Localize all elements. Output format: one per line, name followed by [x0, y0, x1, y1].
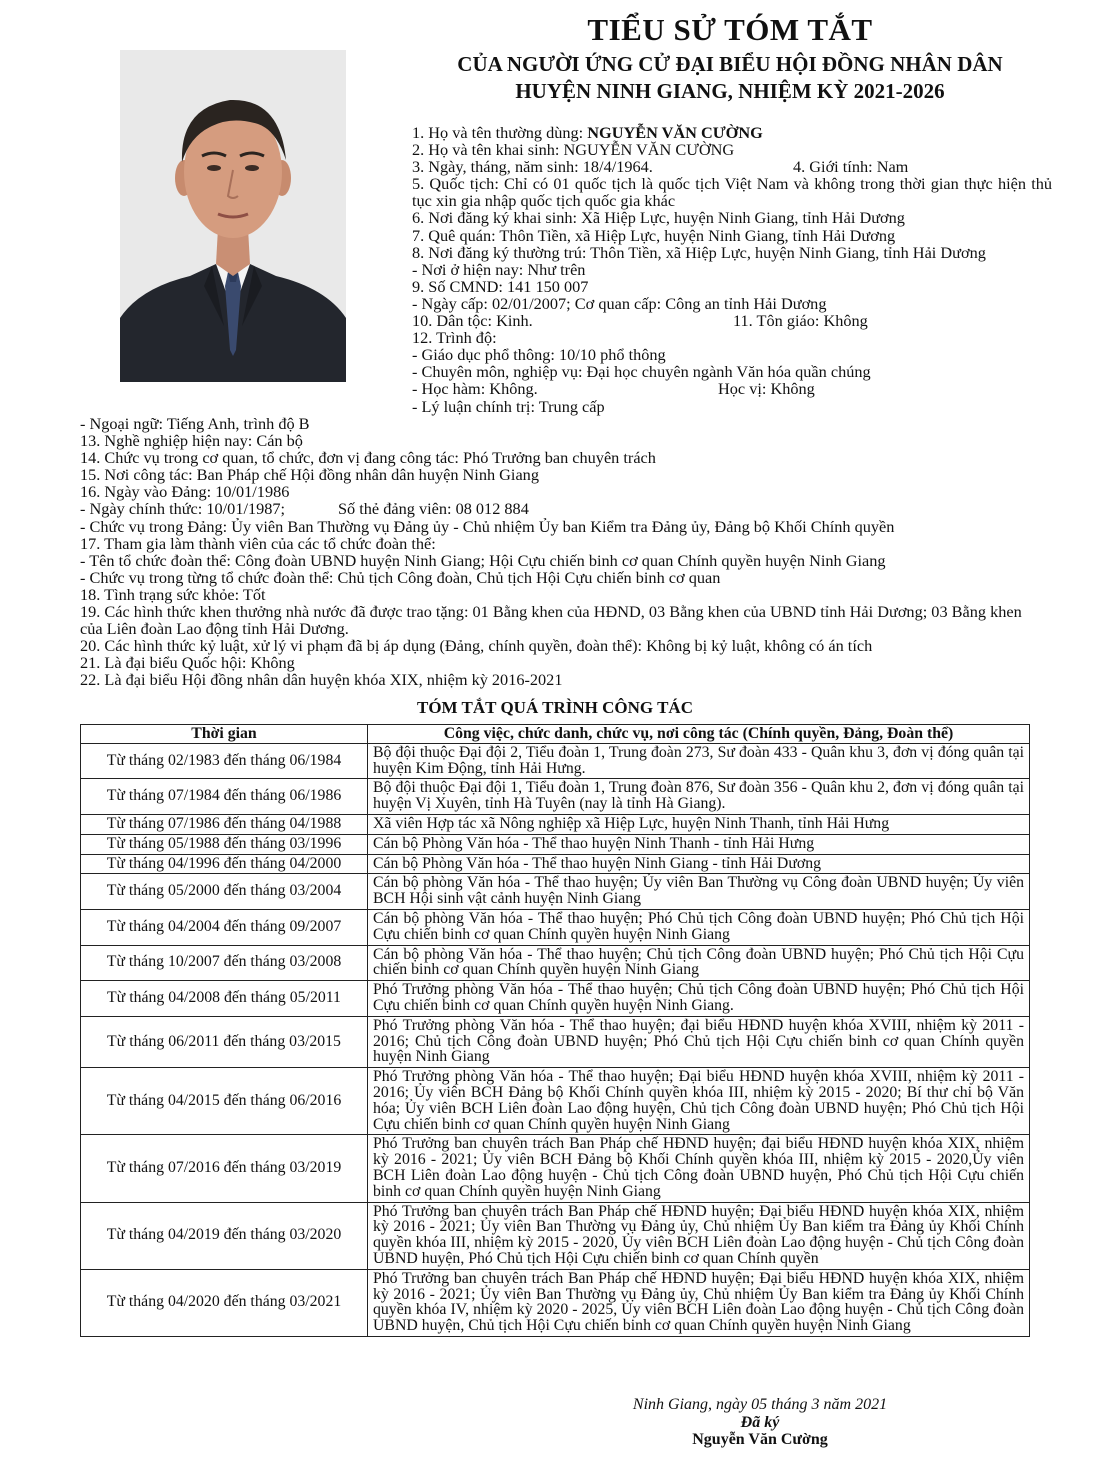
- personal-info-block-2: [80, 415, 1080, 689]
- info-line-17a: - Tên tổ chức đoàn thể: Công đoàn UBND huyện Ninh Giang; Hội Cựu chiến binh cơ quan Chính quyền huyện Ninh Giang: [80, 550, 886, 570]
- work-history-rows: [81, 743, 1030, 1336]
- portrait-photo: [120, 50, 346, 382]
- info-label-name: 1. Họ và tên thường dùng:: [412, 123, 584, 142]
- info-line-19: 19. Các hình thức khen thưởng nhà nước đã được trao tặng: 01 Bằng khen của HĐND, 03 Bằng khen của UBND tỉnh Hải Dương; 03 Bằng khen của Liên đoàn Lao động tỉnh Hải Dương.: [80, 602, 1022, 639]
- info-line-5: 5. Quốc tịch: Chỉ có 01 quốc tịch là quốc tịch Việt Nam và không trong thời gian thực hiện thủ tục xin gia nhập quốc tịch quốc gia khác: [412, 174, 1052, 211]
- column-header-time: Thời gian: [81, 725, 368, 744]
- info-line-16b: [80, 500, 1080, 517]
- work-period: Từ tháng 06/2011 đến tháng 03/2015: [81, 1016, 368, 1067]
- work-history-table: [80, 724, 1030, 1337]
- table-row: [81, 814, 1030, 834]
- info-line-21: 21. Là đại biểu Quốc hội: Không: [80, 653, 295, 673]
- info-value-name: NGUYỄN VĂN CƯỜNG: [587, 123, 763, 142]
- table-row: [81, 1135, 1030, 1202]
- work-period: Từ tháng 07/1984 đến tháng 06/1986: [81, 779, 368, 815]
- work-description: Phó Trưởng phòng Văn hóa - Thể thao huyện; Đại biểu HĐND huyện khóa XVIII, nhiệm kỳ 2011 - 2016; Ủy viên BCH Đảng bộ Khối Chính quyền khóa III, nhiệm kỳ 2015 - 2020; Bí thư chi bộ Văn hóa; Ủy viên BCH Liên đoàn Lao động huyện, Chủ tịch Công đoàn UBND huyện; Phó Chủ tịch Hội Cựu chiến binh cơ quan Chính quyền huyện Ninh Giang: [368, 1068, 1030, 1135]
- table-row: [81, 779, 1030, 815]
- info-line-3: [412, 158, 1052, 175]
- info-birthdate: 3. Ngày, tháng, năm sinh: 18/4/1964.: [412, 157, 653, 177]
- work-period: Từ tháng 07/1986 đến tháng 04/1988: [81, 814, 368, 834]
- table-row: [81, 945, 1030, 981]
- work-period: Từ tháng 04/2020 đến tháng 03/2021: [81, 1269, 368, 1336]
- info-line-17b: - Chức vụ trong từng tổ chức đoàn thể: Chủ tịch Công đoàn, Chủ tịch Hội Cựu chiến binh cơ quan: [80, 567, 721, 587]
- work-description: Phó Trưởng phòng Văn hóa - Thể thao huyện; đại biểu HĐND huyện khóa XVIII, nhiệm kỳ 2011 - 2016; Chủ tịch Công đoàn UBND huyện; Phó Chủ tịch Hội Cựu chiến binh cơ quan Chính quyền huyện Ninh Giang: [368, 1016, 1030, 1067]
- table-row: [81, 909, 1030, 945]
- portrait-image: [120, 50, 346, 382]
- document-title: TIỂU SỬ TÓM TẮT: [587, 12, 873, 47]
- info-line-18: 18. Tình trạng sức khỏe: Tốt: [80, 584, 266, 604]
- info-line-7: 7. Quê quán: Thôn Tiền, xã Hiệp Lực, huyện Ninh Giang, tỉnh Hải Dương: [412, 225, 896, 245]
- table-row: [81, 1016, 1030, 1067]
- work-description: Phó Trưởng ban chuyên trách Ban Pháp chế HĐND huyện; đại biểu HĐND huyện khóa XIX, nhiệm kỳ 2016 - 2021; Ủy viên BCH Đảng bộ Khối Chính quyền khóa III, nhiệm kỳ 2015 - 2020,Ủy viên BCH Liên đoàn Lao động huyện - Chủ tịch Công đoàn UBND huyện, Phó Chủ tịch Hội Cựu chiến binh cơ quan Chính quyền huyện Ninh Giang: [368, 1135, 1030, 1202]
- info-line-12b: - Chuyên môn, nghiệp vụ: Đại học chuyên ngành Văn hóa quần chúng: [412, 362, 871, 382]
- info-line-16d: - Chức vụ trong Đảng: Ủy viên Ban Thường vụ Đảng ủy - Chủ nhiệm Ủy ban Kiểm tra Đảng ủy, Đảng bộ Khối Chính quyền: [80, 516, 895, 536]
- info-degree: Học vị: Không: [718, 379, 815, 399]
- info-line-14: 14. Chức vụ trong cơ quan, tổ chức, đơn vị đang công tác: Phó Trưởng ban chuyên trách: [80, 448, 656, 468]
- work-description: Bộ đội thuộc Đại đội 2, Tiểu đoàn 1, Trung đoàn 273, Sư đoàn 433 - Quân khu 3, đơn vị đóng quân tại huyện Kim Động, tỉnh Hải Hưng.: [368, 743, 1030, 779]
- work-period: Từ tháng 04/2004 đến tháng 09/2007: [81, 909, 368, 945]
- work-period: Từ tháng 04/2008 đến tháng 05/2011: [81, 981, 368, 1017]
- info-ethnicity: 10. Dân tộc: Kinh.: [412, 311, 533, 331]
- signature-block: [600, 1396, 920, 1449]
- info-line-12: 12. Trình độ:: [412, 328, 497, 348]
- info-line-12e: - Ngoại ngữ: Tiếng Anh, trình độ B: [80, 414, 310, 433]
- info-line-22: 22. Là đại biểu Hội đồng nhân dân huyện khóa XIX, nhiệm kỳ 2016-2021: [80, 670, 563, 690]
- work-period: Từ tháng 10/2007 đến tháng 03/2008: [81, 945, 368, 981]
- work-description: Phó Trưởng phòng Văn hóa - Thể thao huyện; Chủ tịch Công đoàn UBND huyện; Phó Chủ tịch Hội Cựu chiến binh cơ quan Chính quyền huyện Ninh Giang.: [368, 981, 1030, 1017]
- info-line-12a: - Giáo dục phổ thông: 10/10 phổ thông: [412, 345, 666, 365]
- work-period: Từ tháng 05/1988 đến tháng 03/1996: [81, 834, 368, 854]
- info-line-12d: - Lý luận chính trị: Trung cấp: [412, 396, 605, 416]
- info-official-date: - Ngày chính thức: 10/01/1987;: [80, 499, 286, 519]
- table-row: [81, 834, 1030, 854]
- table-row: [81, 854, 1030, 874]
- info-line-8b: - Nơi ở hiện nay: Như trên: [412, 259, 586, 279]
- info-party-card: Số thẻ đảng viên: 08 012 884: [338, 499, 529, 519]
- info-line-16: 16. Ngày vào Đảng: 10/01/1986: [80, 482, 290, 502]
- personal-info-block: [412, 124, 1052, 415]
- work-description: Cán bộ Phòng Văn hóa - Thể thao huyện Ninh Giang - tỉnh Hải Dương: [368, 854, 1030, 874]
- signature-signed: Đã ký: [740, 1413, 780, 1431]
- info-line-17: 17. Tham gia làm thành viên của các tổ chức đoàn thể:: [80, 533, 436, 553]
- signature-name: Nguyễn Văn Cường: [692, 1431, 828, 1448]
- work-description: Phó Trưởng ban chuyên trách Ban Pháp chế HĐND huyện; Đại biểu HĐND huyện khóa XIX, nhiệm kỳ 2016 - 2021; Ủy viên Ban Thường vụ Đảng ủy, Chủ nhiệm Ủy Ban kiểm tra Đảng ủy Khối Chính quyền khóa III, nhiệm kỳ 2015 - 2020, Ủy viên BCH Liên đoàn Lao động huyện - Chủ tịch Công đoàn UBND huyện, Phó Chủ tịch Hội Cựu chiến binh cơ quan Chính quyền: [368, 1202, 1030, 1269]
- document-subtitle-2: HUYỆN NINH GIANG, NHIỆM KỲ 2021-2026: [515, 79, 945, 103]
- table-row: [81, 743, 1030, 779]
- work-description: Cán bộ phòng Văn hóa - Thể thao huyện; Ủy viên Ban Thường vụ Công đoàn UBND huyện; Ủy viên BCH Hội sinh vật cảnh huyện Ninh Giang: [368, 874, 1030, 910]
- work-description: Cán bộ phòng Văn hóa - Thể thao huyện; Chủ tịch Công đoàn UBND huyện; Phó Chủ tịch Hội Cựu chiến binh cơ quan Chính quyền huyện Ninh Giang: [368, 945, 1030, 981]
- info-line-9b: - Ngày cấp: 02/01/2007; Cơ quan cấp: Công an tỉnh Hải Dương: [412, 293, 827, 313]
- table-row: [81, 1269, 1030, 1336]
- table-header-row: [81, 725, 1030, 744]
- work-description: Cán bộ phòng Văn hóa - Thể thao huyện; Phó Chủ tịch Công đoàn UBND huyện; Phó Chủ tịch Hội Cựu chiến binh cơ quan Chính quyền huyện Ninh Giang: [368, 909, 1030, 945]
- info-academic-title: - Học hàm: Không.: [412, 379, 538, 399]
- work-period: Từ tháng 07/2016 đến tháng 03/2019: [81, 1135, 368, 1202]
- table-row: [81, 874, 1030, 910]
- document-subtitle-1: CỦA NGƯỜI ỨNG CỬ ĐẠI BIỂU HỘI ĐỒNG NHÂN DÂN: [457, 52, 1003, 76]
- work-description: Phó Trưởng ban chuyên trách Ban Pháp chế HĐND huyện; Đại biểu HĐND huyện khóa XIX, nhiệm kỳ 2016 - 2021; Ủy viên Ban Thường vụ Đảng ủy, Chủ nhiệm Ủy Ban kiểm tra Đảng ủy Khối Chính quyền khóa IV, nhiệm kỳ 2020 - 2025, Ủy viên BCH Liên đoàn Lao động huyện - Chủ tịch Công đoàn UBND huyện, Chủ tịch Hội Cựu chiến binh cơ quan Chính quyền huyện Ninh Giang: [368, 1269, 1030, 1336]
- table-row: [81, 1202, 1030, 1269]
- signature-place-date: Ninh Giang, ngày 05 tháng 3 năm 2021: [632, 1396, 888, 1413]
- info-line-10: [412, 312, 1052, 329]
- info-line-20: 20. Các hình thức kỷ luật, xử lý vi phạm đã bị áp dụng (Đảng, chính quyền, đoàn thể): Không bị kỷ luật, không có án tích: [80, 636, 873, 656]
- column-header-description: Công việc, chức danh, chức vụ, nơi công tác (Chính quyền, Đảng, Đoàn thể): [368, 725, 1030, 744]
- work-period: Từ tháng 05/2000 đến tháng 03/2004: [81, 874, 368, 910]
- work-period: Từ tháng 04/1996 đến tháng 04/2000: [81, 854, 368, 874]
- info-line-8: 8. Nơi đăng ký thường trú: Thôn Tiền, xã Hiệp Lực, huyện Ninh Giang, tỉnh Hải Dương: [412, 242, 986, 262]
- info-line-9: 9. Số CMND: 141 150 007: [412, 276, 589, 296]
- info-line-15: 15. Nơi công tác: Ban Pháp chế Hội đồng nhân dân huyện Ninh Giang: [80, 465, 539, 485]
- work-description: Xã viên Hợp tác xã Nông nghiệp xã Hiệp Lực, huyện Ninh Thanh, tỉnh Hải Hưng: [368, 814, 1030, 834]
- work-period: Từ tháng 04/2015 đến tháng 06/2016: [81, 1068, 368, 1135]
- work-history-title: TÓM TẮT QUÁ TRÌNH CÔNG TÁC: [417, 698, 693, 717]
- work-period: Từ tháng 04/2019 đến tháng 03/2020: [81, 1202, 368, 1269]
- table-row: [81, 981, 1030, 1017]
- info-gender: 4. Giới tính: Nam: [793, 157, 909, 177]
- work-description: Cán bộ Phòng Văn hóa - Thể thao huyện Ninh Thanh - tỉnh Hải Hưng: [368, 834, 1030, 854]
- work-description: Bộ đội thuộc Đại đội 1, Tiểu đoàn 1, Trung đoàn 876, Sư đoàn 356 - Quân khu 2, đơn vị đóng quân tại huyện Vị Xuyên, tỉnh Hà Tuyên (nay là tỉnh Hà Giang).: [368, 779, 1030, 815]
- table-row: [81, 1068, 1030, 1135]
- info-line-6: 6. Nơi đăng ký khai sinh: Xã Hiệp Lực, huyện Ninh Giang, tỉnh Hải Dương: [412, 208, 905, 228]
- info-line-2: 2. Họ và tên khai sinh: NGUYỄN VĂN CƯỜNG: [412, 140, 735, 160]
- info-line-1: [412, 124, 1052, 141]
- info-line-13: 13. Nghề nghiệp hiện nay: Cán bộ: [80, 431, 303, 451]
- info-religion: 11. Tôn giáo: Không: [733, 311, 868, 331]
- info-line-12c: [412, 380, 1052, 397]
- work-period: Từ tháng 02/1983 đến tháng 06/1984: [81, 743, 368, 779]
